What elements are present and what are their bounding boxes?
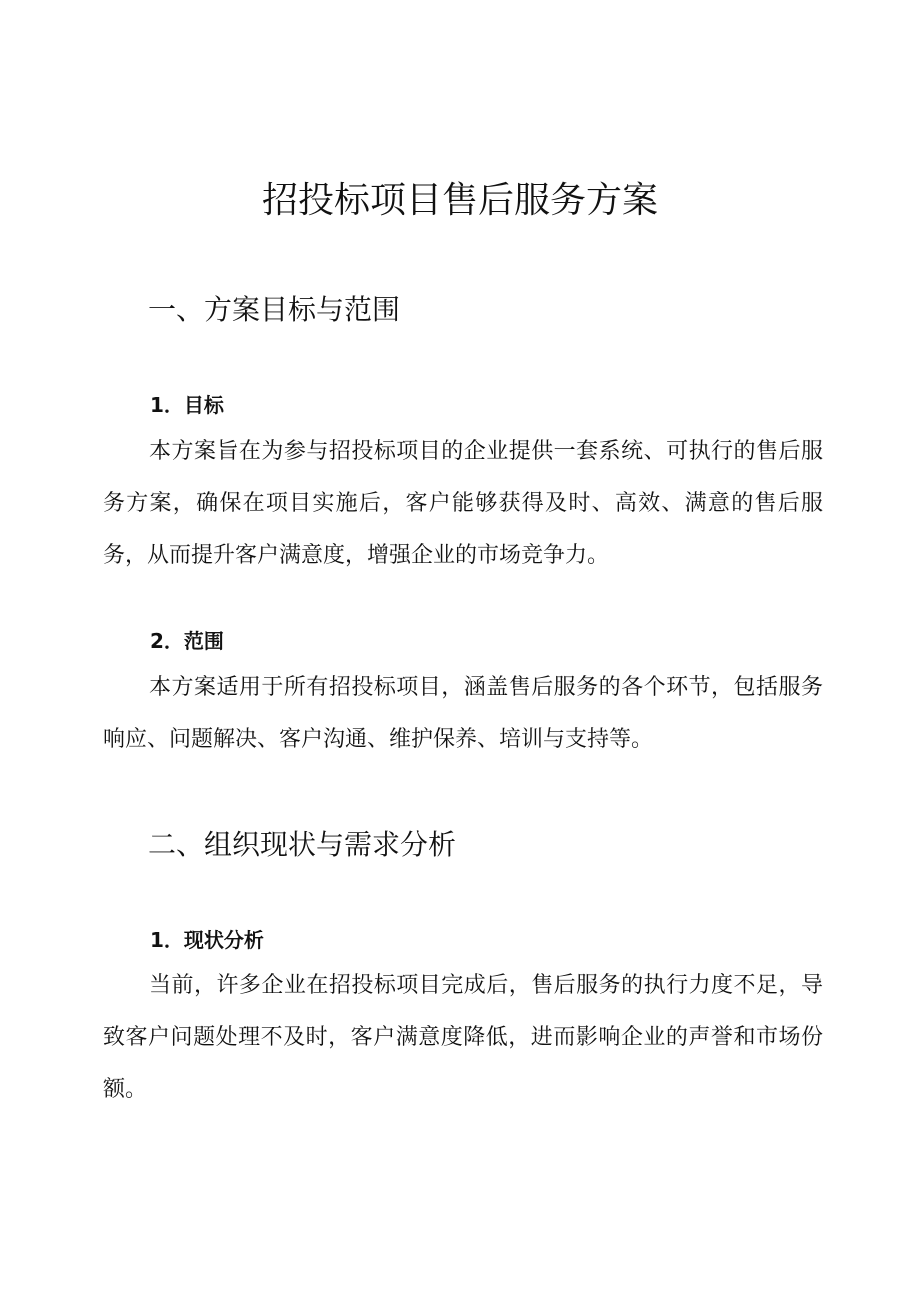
subsection-heading-2-1: 1．现状分析 [150,928,264,952]
subsection-heading-1-2: 2．范围 [150,629,224,653]
paragraph-goal: 本方案旨在为参与招投标项目的企业提供一套系统、可执行的售后服务方案，确保在项目实施后，客户能够获得及时、高效、满意的售后服务，从而提升客户满意度，增强企业的市场竞争力。 [103,439,823,568]
document-title: 招投标项目售后服务方案 [261,180,658,221]
paragraph-scope: 本方案适用于所有招投标项目，涵盖售后服务的各个环节，包括服务响应、问题解决、客户沟通、维护保养、培训与支持等。 [103,675,823,752]
paragraph-status: 当前，许多企业在招投标项目完成后，售后服务的执行力度不足，导致客户问题处理不及时，客户满意度降低，进而影响企业的声誉和市场份额。 [103,973,823,1102]
section-heading-1: 一、方案目标与范围 [148,293,401,326]
section-heading-2: 二、组织现状与需求分析 [148,828,457,861]
subsection-heading-1-1: 1．目标 [150,393,224,417]
